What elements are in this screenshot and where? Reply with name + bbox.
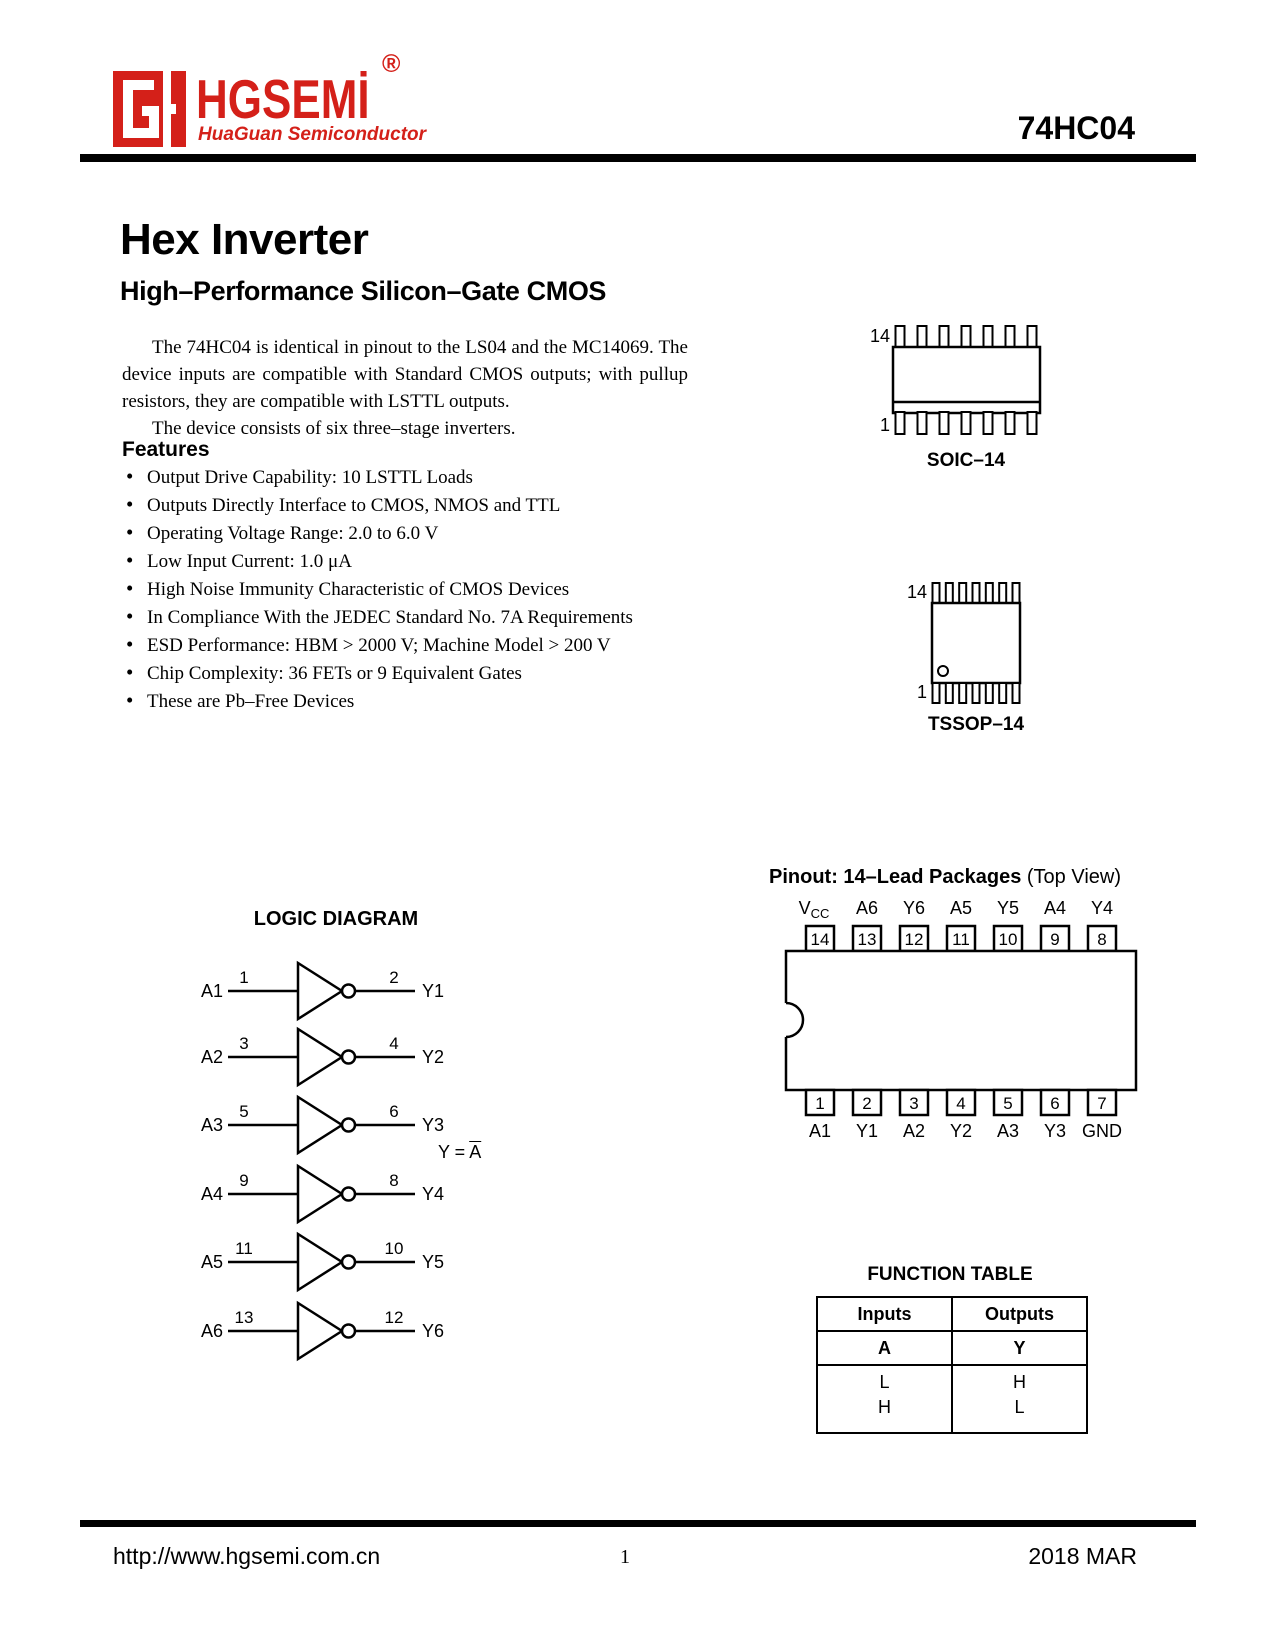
gate-output-pin: 4 (389, 1034, 399, 1053)
input-value-row1: L (879, 1372, 890, 1392)
tssop-pin14-label: 14 (906, 582, 927, 602)
pin-label-a3: A3 (996, 1121, 1020, 1141)
feature-item: • Outputs Directly Interface to CMOS, NMOS and TTL (147, 496, 713, 516)
pinout-title-normal: (Top View) (1021, 866, 1121, 888)
part-number: 74HC04 (1017, 110, 1135, 146)
output-value-row2: L (1014, 1397, 1025, 1417)
features-heading: Features (122, 438, 210, 461)
inverter-triangle (298, 1166, 342, 1222)
feature-item: • Low Input Current: 1.0 μA (147, 552, 713, 572)
inverter-gate-3 (190, 1093, 460, 1157)
footer-rule (80, 1520, 1196, 1527)
gate-output-label: Y4 (422, 1184, 445, 1204)
gate-output-pin: 2 (389, 968, 399, 987)
inverter-triangle (298, 1303, 342, 1359)
soic-top-pins (896, 326, 1037, 348)
function-table-subheader-a: A (817, 1331, 952, 1365)
pin-label-a5: A5 (949, 898, 973, 918)
pin-number-13: 13 (857, 930, 877, 949)
gate-input-label: A2 (200, 1047, 223, 1067)
function-table-subheader-y: Y (952, 1331, 1087, 1365)
equation-prefix: Y = (438, 1142, 470, 1162)
gate-output-pin: 6 (389, 1102, 399, 1121)
inverter-gate-6 (190, 1299, 460, 1363)
pin-label-a4: A4 (1043, 898, 1067, 918)
footer-page-number: 1 (620, 1546, 630, 1568)
gate-output-label: Y6 (422, 1321, 445, 1341)
footer-date: 2018 MAR (1028, 1543, 1137, 1569)
pin-number-5: 5 (1003, 1094, 1013, 1113)
function-table-title: FUNCTION TABLE (867, 1264, 1033, 1285)
pin-label-vcc: $V_{CC}$ (798, 898, 830, 921)
pin-number-3: 3 (909, 1094, 919, 1113)
soic-package-drawing (740, 298, 1140, 478)
gate-input-pin: 13 (234, 1308, 254, 1327)
registered-mark: ® (382, 50, 401, 78)
pin-label-gnd: GND (1082, 1121, 1122, 1141)
gate-input-label: A5 (200, 1252, 223, 1272)
pinout-diagram (740, 894, 1150, 1144)
feature-item: • These are Pb–Free Devices (147, 692, 713, 712)
header-rule (80, 154, 1196, 162)
tssop-top-pins (933, 583, 1020, 603)
soic-bottom-pins (896, 412, 1037, 434)
inverter-triangle (298, 963, 342, 1019)
pinout-title-bold: Pinout: 14–Lead Packages (769, 866, 1022, 888)
gate-input-label: A3 (200, 1115, 223, 1135)
pin-number-8: 8 (1097, 930, 1107, 949)
tssop-package-label: TSSOP–14 (927, 714, 1025, 735)
feature-item: • Output Drive Capability: 10 LSTTL Loads (147, 468, 713, 488)
pin-number-1: 1 (815, 1094, 825, 1113)
equation-variable: $\overline{A}$ (469, 1142, 482, 1162)
gate-input-pin: 11 (235, 1239, 253, 1258)
input-value-row2: H (878, 1397, 891, 1417)
function-table-header-outputs: Outputs (952, 1297, 1087, 1331)
pin-label-y5: Y5 (996, 898, 1020, 918)
pin-label-a6: A6 (855, 898, 879, 918)
inverter-gate-5 (190, 1230, 460, 1294)
function-table (816, 1296, 1088, 1434)
page-subtitle: High–Performance Silicon–Gate CMOS (120, 276, 607, 306)
pin-label-y4: Y4 (1090, 898, 1114, 918)
inverter-gate-4 (190, 1162, 460, 1226)
feature-item: • High Noise Immunity Characteristic of CMOS Devices (147, 580, 713, 600)
soic-pin14-label: 14 (869, 326, 890, 346)
soic-package-label: SOIC–14 (926, 450, 1006, 471)
pin-number-7: 7 (1097, 1094, 1107, 1113)
pin-number-12: 12 (904, 930, 924, 949)
gate-output-label: Y2 (422, 1047, 445, 1067)
logic-diagram-title: LOGIC DIAGRAM (253, 908, 419, 930)
brand-subtitle: HuaGuan Semiconductor (198, 124, 427, 145)
inverter-triangle (298, 1029, 342, 1085)
feature-item: • In Compliance With the JEDEC Standard No. 7A Requirements (147, 608, 713, 628)
inverter-gate-2 (190, 1025, 460, 1089)
tssop-pin1-dot (938, 666, 948, 676)
gate-input-pin: 1 (239, 968, 249, 987)
inverter-triangle (298, 1234, 342, 1290)
inverter-triangle (298, 1097, 342, 1153)
pin-number-11: 11 (952, 930, 970, 949)
page-title: Hex Inverter (120, 215, 369, 264)
pinout-title (740, 866, 1150, 889)
description (122, 334, 688, 442)
gate-input-pin: 5 (239, 1102, 249, 1121)
soic-pin1-label: 1 (879, 415, 890, 435)
gate-input-label: A1 (200, 981, 223, 1001)
tssop-bottom-pins (933, 683, 1020, 703)
gate-input-label: A6 (200, 1321, 223, 1341)
brand-name: HGSEMİ (196, 68, 370, 130)
pin-number-2: 2 (862, 1094, 872, 1113)
inverter-bubble (342, 1188, 355, 1201)
output-value-row1: H (1013, 1372, 1026, 1392)
pin-label-y3: Y3 (1043, 1121, 1067, 1141)
feature-item: • Operating Voltage Range: 2.0 to 6.0 V (147, 524, 713, 544)
pin-number-6: 6 (1050, 1094, 1060, 1113)
inverter-bubble (342, 985, 355, 998)
gate-output-pin: 10 (384, 1239, 404, 1258)
pin-number-9: 9 (1050, 930, 1060, 949)
inverter-bubble (342, 1119, 355, 1132)
gate-input-pin: 3 (239, 1034, 249, 1053)
gate-output-label: Y3 (422, 1115, 445, 1135)
pin-number-4: 4 (956, 1094, 966, 1113)
gate-output-pin: 8 (389, 1171, 399, 1190)
pin-label-a1: A1 (808, 1121, 832, 1141)
pin-number-14: 14 (810, 930, 830, 949)
features-list (147, 468, 713, 720)
description-paragraph-1: The 74HC04 is identical in pinout to the LS04 and the MC14069. The device inputs are compatible with Standard CMOS outputs; with pullup resistors, they are compatible with LSTTL outputs. (122, 337, 688, 412)
gate-output-label: Y5 (422, 1252, 445, 1272)
hgsemi-logo-icon (113, 70, 191, 148)
inverter-bubble (342, 1051, 355, 1064)
tssop-package-drawing (830, 540, 1090, 740)
pin-label-y1: Y1 (855, 1121, 879, 1141)
gate-output-pin: 12 (384, 1308, 404, 1327)
pin-label-y6: Y6 (902, 898, 926, 918)
gate-output-label: Y1 (422, 981, 445, 1001)
feature-item: • ESD Performance: HBM > 2000 V; Machine Model > 200 V (147, 636, 713, 656)
inverter-bubble (342, 1325, 355, 1338)
inverter-bubble (342, 1256, 355, 1269)
pinout-body (786, 951, 1136, 1090)
description-paragraph-2: The device consists of six three–stage inverters. (152, 418, 516, 439)
tssop-pin1-label: 1 (916, 682, 927, 702)
pin-number-10: 10 (998, 930, 1018, 949)
gate-input-pin: 9 (239, 1171, 249, 1190)
feature-item: • Chip Complexity: 36 FETs or 9 Equivalent Gates (147, 664, 713, 684)
function-table-output-values (952, 1365, 1087, 1433)
pin-label-y2: Y2 (949, 1121, 973, 1141)
gate-input-label: A4 (200, 1184, 223, 1204)
logic-equation (438, 1142, 481, 1163)
function-table-header-inputs: Inputs (817, 1297, 952, 1331)
inverter-gate-1 (190, 959, 460, 1023)
function-table-input-values (817, 1365, 952, 1433)
footer-url[interactable]: http://www.hgsemi.com.cn (113, 1543, 381, 1569)
pin-label-a2: A2 (902, 1121, 926, 1141)
